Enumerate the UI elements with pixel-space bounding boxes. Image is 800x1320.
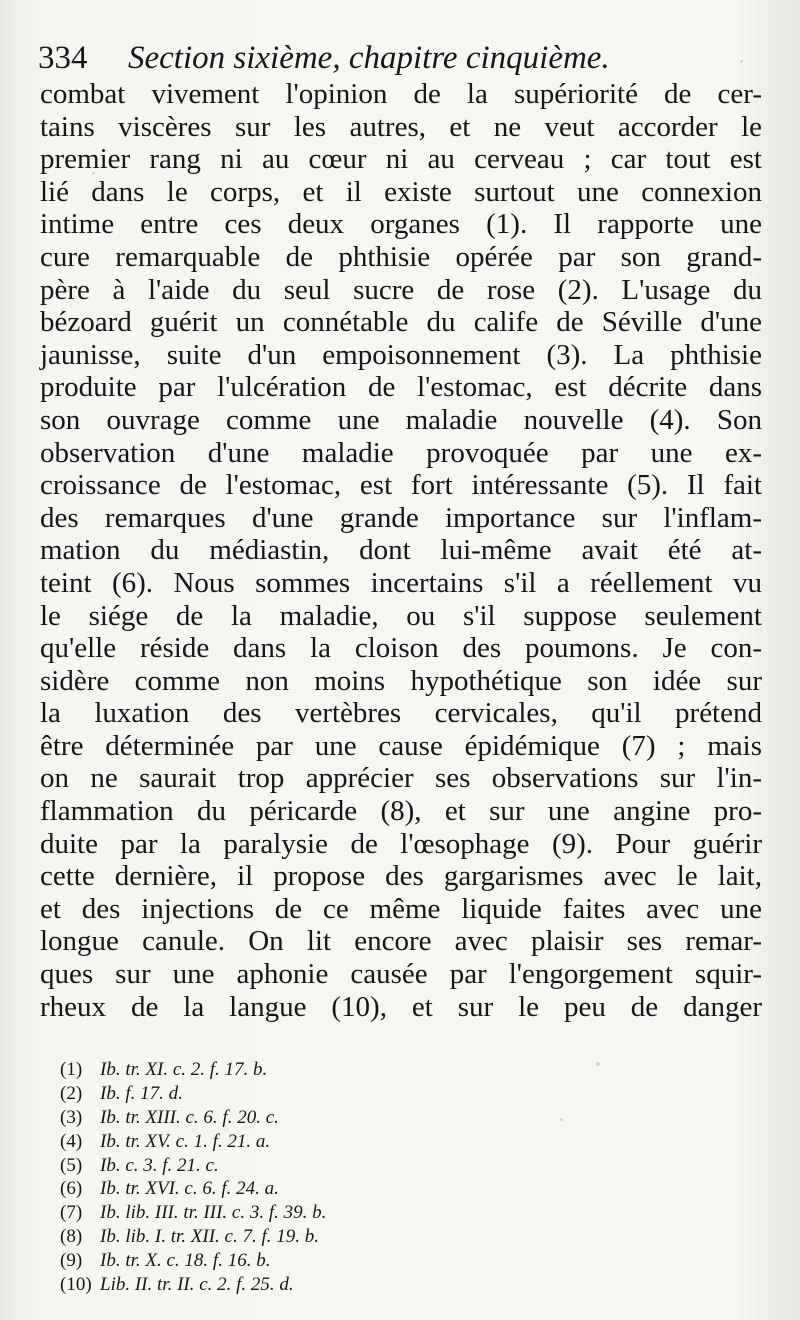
- text-line: cure remarquable de phthisie opérée par son grand-: [40, 240, 762, 273]
- footnote-mark: (9): [60, 1250, 83, 1272]
- footnote-mark: (7): [60, 1202, 83, 1224]
- text-line: rheux de la langue (10), et sur le peu de danger: [40, 990, 762, 1023]
- footnote-reference: Ib. lib. I. tr. XII. c. 7. f. 19. b.: [100, 1226, 320, 1248]
- text-line: qu'elle réside dans la cloison des poumons. Je con-: [40, 632, 762, 665]
- text-line: longue canule. On lit encore avec plaisir ses remar-: [40, 925, 762, 958]
- running-title: Section sixième, chapitre cinquième.: [128, 40, 610, 76]
- footnote: [60, 1201, 480, 1225]
- footnote: [60, 1058, 480, 1082]
- text-line: croissance de l'estomac, est fort intéressante (5). Il fait: [40, 469, 762, 502]
- footnote-mark: (1): [60, 1059, 83, 1080]
- footnote-mark: (10): [60, 1274, 92, 1296]
- text-line: premier rang ni au cœur ni au cerveau ; car tout est: [40, 143, 762, 176]
- text-line: teint (6). Nous sommes incertains s'il a réellement vu: [40, 566, 762, 599]
- text-line: bézoard guérit un connétable du calife de Séville d'une: [40, 306, 762, 339]
- text-line: mation du médiastin, dont lui-même avait été at-: [40, 534, 762, 567]
- footnote-reference: Ib. tr. X. c. 18. f. 16. b.: [100, 1250, 271, 1272]
- text-line: duite par la paralysie de l'œsophage (9). Pour guérir: [40, 827, 762, 860]
- text-line: ques sur une aphonie causée par l'engorgement squir-: [40, 958, 762, 991]
- footnote-reference: Ib. f. 17. d.: [100, 1082, 183, 1104]
- page-header: [38, 38, 768, 78]
- text-line: observation d'une maladie provoquée par une ex-: [40, 436, 762, 469]
- text-line: tains viscères sur les autres, et ne veut accorder le: [40, 110, 762, 143]
- paper-speck: [560, 1118, 563, 1121]
- text-line: la luxation des vertèbres cervicales, qu'il prétend: [40, 697, 762, 730]
- text-line: combat vivement l'opinion de la supériorité de cer-: [40, 78, 762, 110]
- text-line: des remarques d'une grande importance sur l'inflam-: [40, 501, 762, 534]
- footnote-mark: (3): [60, 1106, 83, 1128]
- body-text: [40, 78, 762, 1023]
- text-line: le siége de la maladie, ou s'il suppose seulement: [40, 599, 762, 632]
- text-line: jaunisse, suite d'un empoisonnement (3). La phthisie: [40, 338, 762, 371]
- footnote-reference: Ib. tr. XVI. c. 6. f. 24. a.: [100, 1178, 279, 1200]
- paper-speck: [596, 1062, 600, 1066]
- footnotes: [60, 1058, 480, 1297]
- footnote-reference: Ib. c. 3. f. 21. c.: [100, 1154, 219, 1176]
- text-line: son ouvrage comme une maladie nouvelle (4). Son: [40, 403, 762, 436]
- footnote-reference: Ib. tr. XV. c. 1. f. 21. a.: [100, 1130, 271, 1152]
- text-line: père à l'aide du seul sucre de rose (2). L'usage du: [40, 273, 762, 306]
- footnote-reference: Ib. tr. XIII. c. 6. f. 20. c.: [100, 1106, 279, 1128]
- page-number: 334: [38, 40, 88, 76]
- text-line: produite par l'ulcération de l'estomac, est décrite dans: [40, 371, 762, 404]
- text-line: et des injections de ce même liquide faites avec une: [40, 892, 762, 925]
- paper-speck: [740, 60, 743, 63]
- text-line: cette dernière, il propose des gargarismes avec le lait,: [40, 860, 762, 893]
- footnote-mark: (6): [60, 1178, 83, 1200]
- text-line: lié dans le corps, et il existe surtout une connexion: [40, 175, 762, 208]
- footnote-mark: (5): [60, 1154, 83, 1176]
- footnote: [60, 1154, 480, 1178]
- footnote-mark: (2): [60, 1082, 83, 1104]
- footnote-reference: Lib. II. tr. II. c. 2. f. 25. d.: [100, 1274, 294, 1296]
- text-line: intime entre ces deux organes (1). Il rapporte une: [40, 208, 762, 241]
- footnote-mark: (4): [60, 1130, 83, 1152]
- text-line: être déterminée par une cause épidémique (7) ; mais: [40, 729, 762, 762]
- footnote: [60, 1130, 480, 1154]
- footnote-reference: Ib. lib. III. tr. III. c. 3. f. 39. b.: [100, 1202, 327, 1224]
- text-line: sidère comme non moins hypothétique son idée sur: [40, 664, 762, 697]
- footnote: [60, 1225, 480, 1249]
- footnote-mark: (8): [60, 1226, 83, 1248]
- footnote: [60, 1177, 480, 1201]
- footnote-reference: Ib. tr. XI. c. 2. f. 17. b.: [100, 1059, 268, 1080]
- footnote: [60, 1106, 480, 1130]
- footnote: [60, 1082, 480, 1106]
- footnote: [60, 1273, 480, 1297]
- text-line: flammation du péricarde (8), et sur une angine pro-: [40, 795, 762, 828]
- paper-speck: [92, 172, 95, 175]
- footnote: [60, 1249, 480, 1273]
- text-line: on ne saurait trop apprécier ses observations sur l'in-: [40, 762, 762, 795]
